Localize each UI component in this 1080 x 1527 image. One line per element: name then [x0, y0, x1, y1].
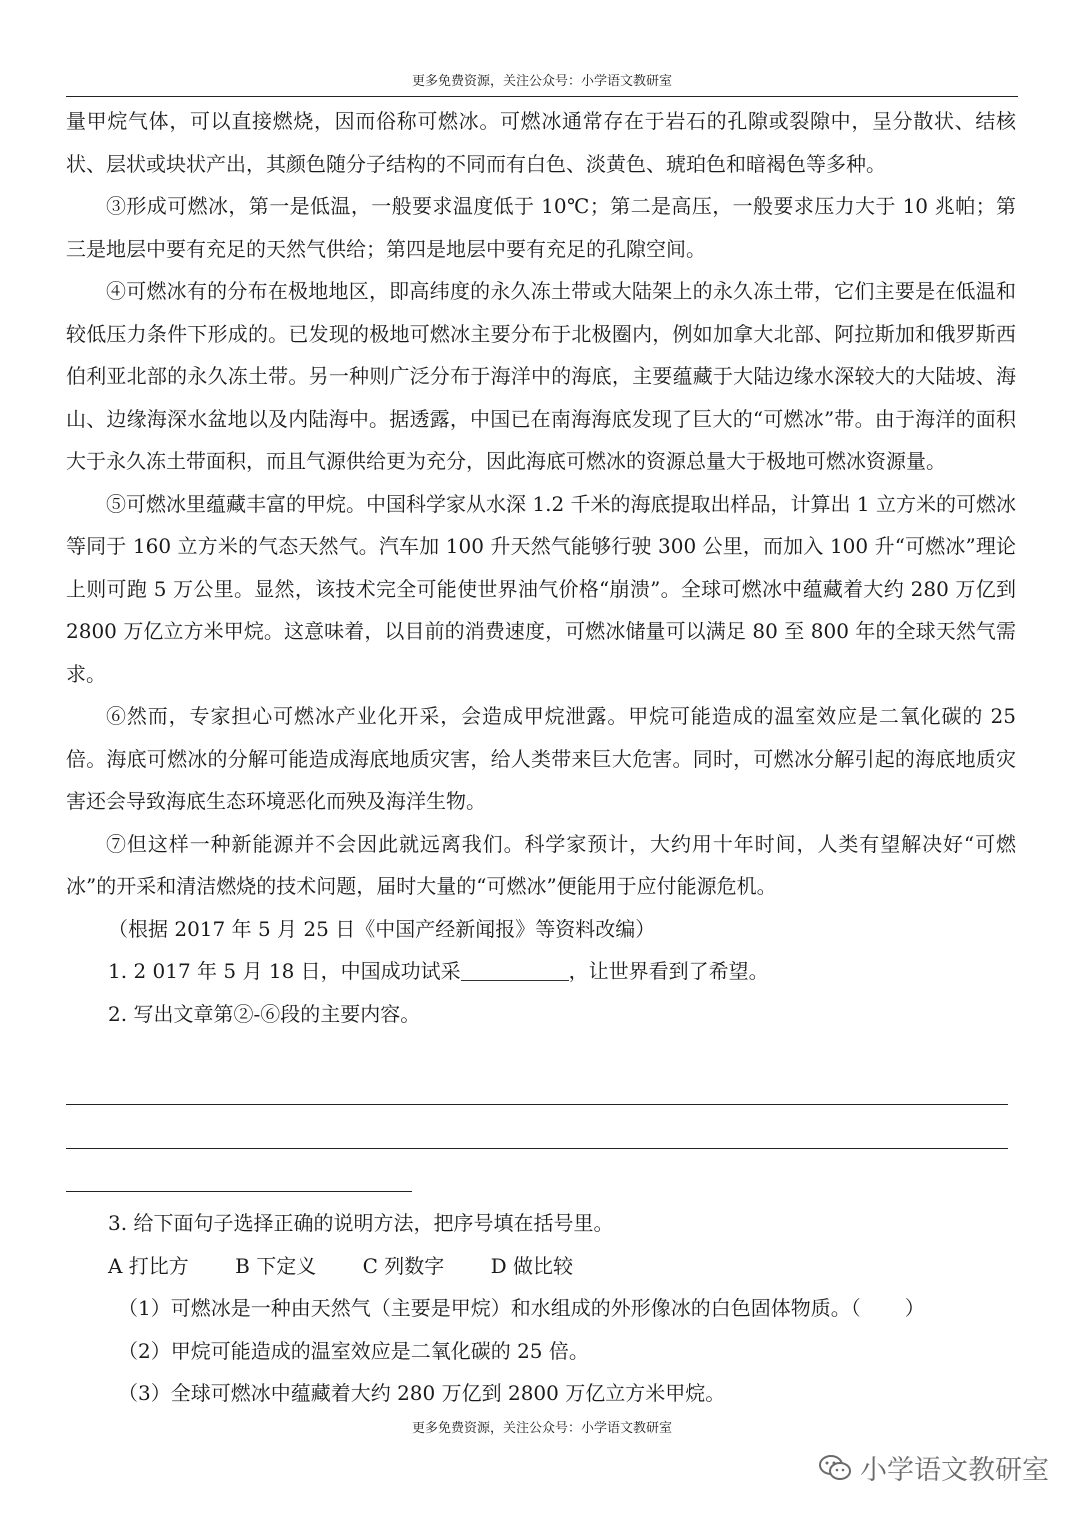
question-3-item-1 [66, 1287, 1016, 1330]
question-1 [66, 950, 1016, 993]
question-2: 2. 写出文章第②-⑥段的主要内容。 [108, 1001, 421, 1026]
question-1-text-end: ，让世界看到了希望。 [568, 959, 769, 983]
page-footer: 更多免费资源，关注公众号：小学语文教研室 [411, 1421, 672, 1436]
watermark-text: 小学语文教研室 [860, 1455, 1049, 1486]
question-1-blank[interactable] [461, 958, 569, 981]
paragraph-3: ③形成可燃冰，第一是低温，一般要求温度低于 10℃；第二是高压，一般要求压力大于 10 兆帕；第三是地层中要有充足的天然气供给；第四是地层中要有充足的孔隙空间。 [66, 194, 1016, 261]
question-3-item-1-text: （1）可燃冰是一种由天然气（主要是甲烷）和水组成的外形像冰的白色固体物质。（ [118, 1296, 861, 1320]
option-b: B 下定义 [235, 1253, 317, 1278]
paragraph-2-continued: 量甲烷气体，可以直接燃烧，因而俗称可燃冰。可燃冰通常存在于岩石的孔隙或裂隙中，呈分散状、结核状、层状或块状产出，其颜色随分子结构的不同而有白色、淡黄色、琥珀色和暗褐色等多种。 [66, 109, 1016, 176]
paragraph-6: ⑥然而，专家担心可燃冰产业化开采，会造成甲烷泄露。甲烷可能造成的温室效应是二氧化碳的 25 倍。海底可燃冰的分解可能造成海底地质灾害，给人类带来巨大危害。同时，可燃冰分解引起的海底地质灾害还会导致海底生态环境恶化而殃及海洋生物。 [66, 704, 1016, 813]
option-d: D 做比较 [490, 1253, 574, 1278]
question-3-prompt: 3. 给下面句子选择正确的说明方法，把序号填在括号里。 [108, 1211, 614, 1235]
answer-line-3[interactable] [66, 1191, 412, 1192]
page-header: 更多免费资源，关注公众号：小学语文教研室 [411, 74, 672, 89]
header-divider [66, 96, 1018, 97]
options-row [66, 1245, 1016, 1288]
question-3-item-2: （2）甲烷可能造成的温室效应是二氧化碳的 25 倍。 [118, 1338, 589, 1363]
paragraph-7: ⑦但这样一种新能源并不会因此就远离我们。科学家预计，大约用十年时间，人类有望解决好“可燃冰”的开采和清洁燃烧的技术问题，届时大量的“可燃冰”便能用于应付能源危机。 [66, 831, 1016, 898]
wechat-icon [818, 1453, 852, 1483]
source-note: （根据 2017 年 5 月 25 日《中国产经新闻报》等资料改编） [108, 916, 656, 941]
answer-line-2[interactable] [66, 1148, 1008, 1149]
question-3-item-3: （3）全球可燃冰中蕴藏着大约 280 万亿到 2800 万亿立方米甲烷。 [118, 1381, 726, 1405]
answer-line-1[interactable] [66, 1104, 1008, 1105]
question-3-item-1-close: ） [904, 1296, 925, 1320]
option-a: A 打比方 [108, 1253, 189, 1278]
question-1-text: 1. 2 017 年 5 月 18 日，中国成功试采 [108, 959, 461, 983]
option-c: C 列数字 [362, 1253, 445, 1278]
document-body [66, 100, 1016, 1035]
question-3-section [66, 1202, 1016, 1415]
watermark [818, 1448, 1049, 1487]
paragraph-4: ④可燃冰有的分布在极地地区，即高纬度的永久冻土带或大陆架上的永久冻土带，它们主要是在低温和较低压力条件下形成的。已发现的极地可燃冰主要分布于北极圈内，例如加拿大北部、阿拉斯加和俄罗斯西伯利亚北部的永久冻土带。另一种则广泛分布于海洋中的海底，主要蕴藏于大陆边缘水深较大的大陆坡、海山、边缘海深水盆地以及内陆海中。据透露，中国已在南海海底发现了巨大的“可燃冰”带。由于海洋的面积大于永久冻土带面积，而且气源供给更为充分，因此海底可燃冰的资源总量大于极地可燃冰资源量。 [66, 279, 1016, 473]
paragraph-5: ⑤可燃冰里蕴藏丰富的甲烷。中国科学家从水深 1.2 千米的海底提取出样品，计算出 1 立方米的可燃冰等同于 160 立方米的气态天然气。汽车加 100 升天然气能够行驶 300 公里，而加入 100 升“可燃冰”理论上则可跑 5 万公里。显然，该技术完全可能使世界油气价格“崩溃”。全球可燃冰中蕴藏着大约 280 万亿到 2800 万亿立方米甲烷。这意味着，以目前的消费速度，可燃冰储量可以满足 80 至 800 年的全球天然气需求。 [66, 491, 1016, 686]
